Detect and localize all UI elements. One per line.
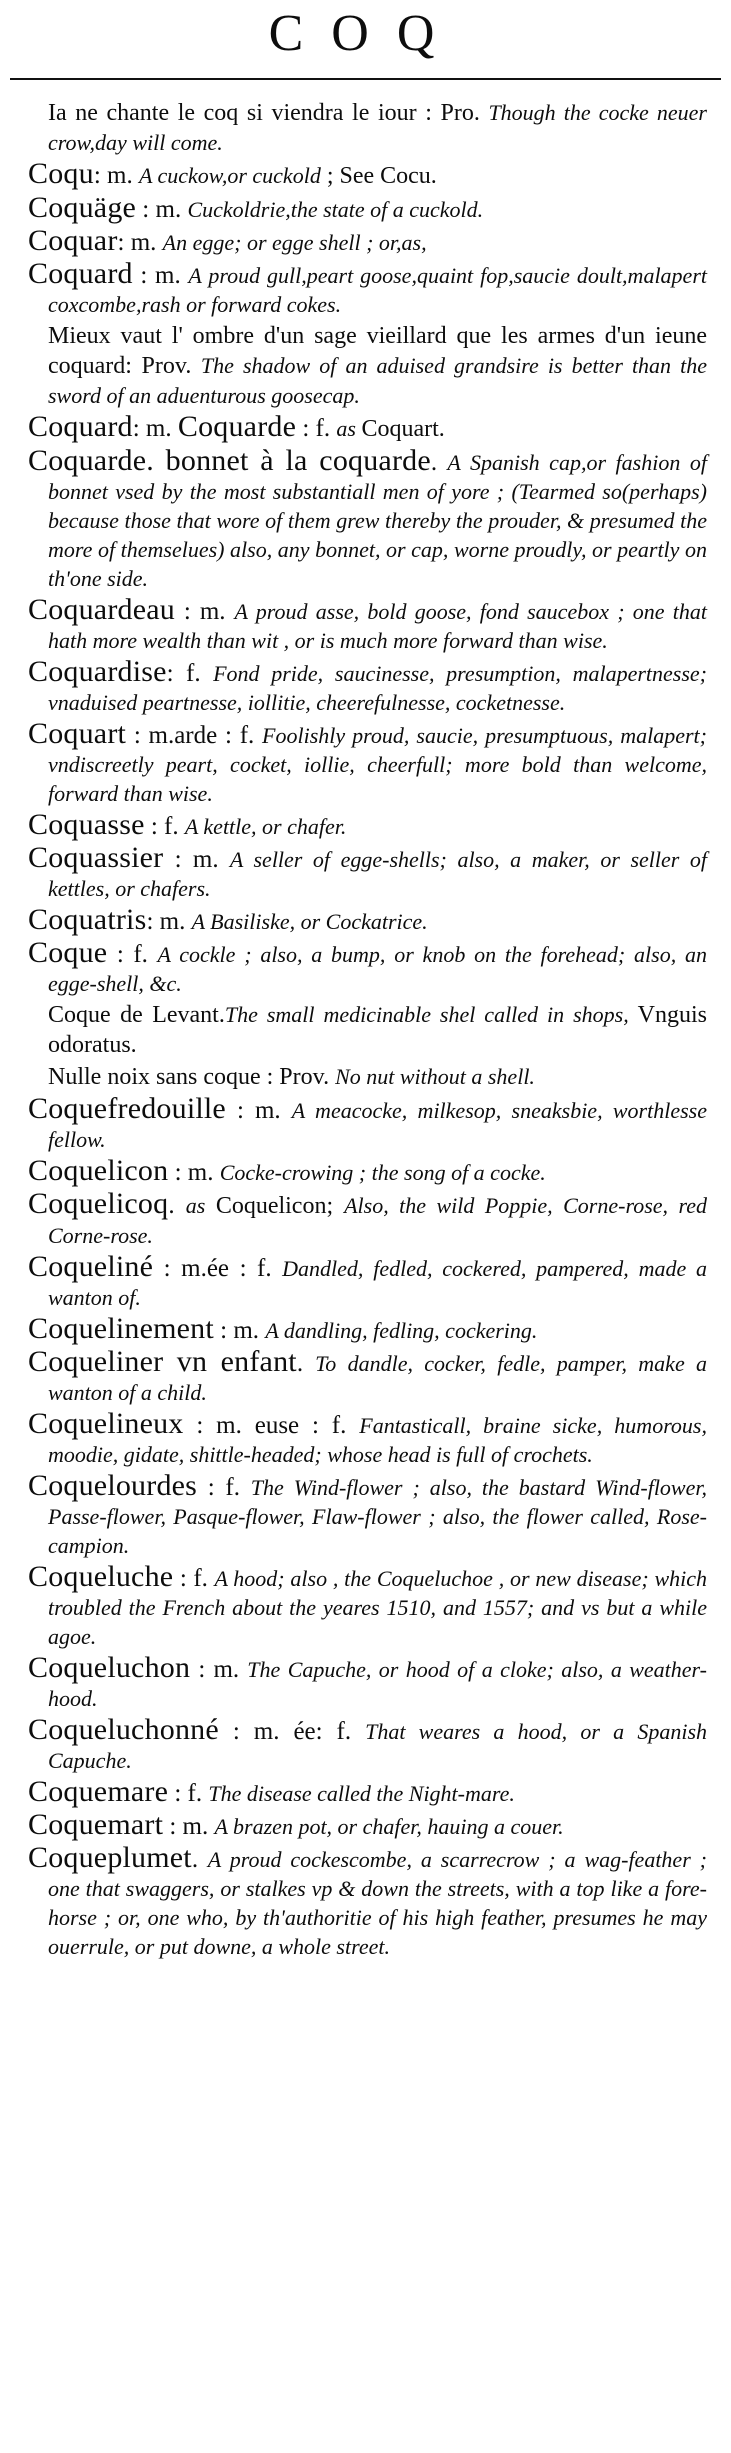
definition-text: The Capuche, or hood of a cloke; also, a weather-hood. — [48, 1657, 707, 1711]
dictionary-entry — [0, 938, 731, 998]
dictionary-entry — [0, 1810, 731, 1841]
dictionary-entry — [0, 843, 731, 903]
headword: Coqu — [28, 157, 94, 190]
headword: Coqueluchonné — [28, 1713, 219, 1746]
french-text: ; See Cocu. — [320, 163, 437, 189]
grammar-label: : m. — [132, 262, 189, 289]
definition-text: Cuckoldrie,the state of a cuckold. — [187, 197, 484, 222]
dictionary-entry — [0, 446, 731, 593]
grammar-label: : f. — [166, 660, 214, 687]
dictionary-subentry — [0, 98, 731, 157]
dictionary-entry — [0, 1843, 731, 1961]
headword: Coquelineux — [28, 1407, 184, 1440]
definition-text: A kettle, or chafer. — [184, 814, 347, 839]
french-text: Ia ne chante le coq si viendra le iour : Pro. — [48, 100, 489, 126]
dictionary-subentry — [0, 1062, 731, 1092]
dictionary-entry — [0, 193, 731, 224]
headword: Coqueluchon — [28, 1651, 191, 1684]
dictionary-entry — [0, 595, 731, 655]
definition-text: The disease called the Night-mare. — [208, 1781, 515, 1806]
headword: Coquart — [28, 717, 127, 750]
headword: Coquard — [28, 257, 133, 290]
dictionary-subentry — [0, 321, 731, 410]
definition-text: A seller of egge-shells; also, a maker, or seller of kettles, or chafers. — [48, 847, 707, 901]
grammar-label: : m. — [213, 1317, 266, 1344]
french-text: Coquelicon; — [215, 1193, 345, 1219]
french-text: Vnguis odoratus. — [48, 1002, 707, 1058]
grammar-label: : m. — [146, 908, 192, 935]
dictionary-entry — [0, 412, 731, 444]
definition-text: Also, the wild Poppie, Corne-rose, red Corne-rose. — [48, 1193, 707, 1248]
grammar-label: : m. — [225, 1097, 292, 1124]
headword: Coquatris — [28, 903, 147, 936]
dictionary-entry — [0, 1715, 731, 1775]
dictionary-entry — [0, 1156, 731, 1187]
grammar-label: . — [191, 1846, 208, 1873]
grammar-label: : m.ée : f. — [153, 1255, 283, 1282]
definition-text: A dandling, fedling, cockering. — [265, 1318, 538, 1343]
grammar-label: . — [296, 1350, 316, 1377]
headword: Coquardeau — [28, 593, 175, 626]
headword: Coquassier — [28, 841, 164, 874]
headword: Coqueplumet — [28, 1841, 192, 1874]
grammar-label: : m. ée: f. — [218, 1718, 366, 1745]
headword: Coquard — [28, 410, 133, 443]
headword: Coquar — [28, 224, 118, 257]
french-text: Nulle noix sans coque : Prov. — [48, 1064, 336, 1090]
french-text: Coquart. — [361, 416, 445, 442]
grammar-label: : m. — [117, 229, 163, 256]
definition-text: A meacocke, milkesop, sneaksbie, worthlesse fellow. — [48, 1098, 707, 1152]
dictionary-entry — [0, 657, 731, 717]
definition-text: A cuckow,or cuckold — [138, 163, 321, 188]
definition-text: Though the cocke neuer crow,day will come. — [48, 100, 707, 155]
definition-text: A Spanish cap,or fashion of bonnet vsed by the most substantiall men of yore ; (Tearmed so(perhaps) because those that wore of them grew thereby the prouder, & presumed the more of themselues) also, any bonnet, or cap, worne proudly, or peartly on th'one side. — [48, 450, 707, 591]
headword: Coquemare — [28, 1775, 169, 1808]
headword: Coqueliné — [28, 1250, 154, 1283]
grammar-label: : m. — [174, 598, 235, 625]
dictionary-entry — [0, 1562, 731, 1651]
grammar-label: : f. — [144, 813, 185, 840]
grammar-label: : m. — [163, 846, 230, 873]
definition-text: No nut without a shell. — [335, 1064, 535, 1089]
dictionary-entry — [0, 1252, 731, 1312]
headword: Coquarde. bonnet à la coquarde — [28, 444, 431, 477]
dictionary-entry — [0, 259, 731, 319]
definition-text: A cockle ; also, a bump, or knob on the forehead; also, an egge-shell, &c. — [48, 942, 707, 996]
headword: Coquasse — [28, 808, 145, 841]
dictionary-entry — [0, 719, 731, 808]
dictionary-entry — [0, 1409, 731, 1469]
running-head: COQ — [268, 5, 463, 62]
definition-text: A proud asse, bold goose, fond saucebox ; one that hath more wealth than wit , or is much more forward than wise. — [48, 599, 707, 653]
dictionary-entry — [0, 905, 731, 936]
definition-text: The shadow of an aduised grandsire is better than the sword of an aduenturous goosecap. — [48, 353, 708, 408]
dictionary-subentry — [0, 1000, 731, 1060]
grammar-label: : f. — [197, 1474, 251, 1501]
definition-text: An egge; or egge shell ; or,as, — [162, 230, 427, 255]
definition-text: as — [185, 1193, 216, 1218]
headword: Coquelicoq — [28, 1187, 169, 1220]
grammar-label: : m. — [136, 196, 188, 223]
definition-text: A proud gull,peart goose,quaint fop,saucie doult,malapert coxcombe,rash or forward cokes. — [48, 263, 707, 317]
grammar-label: : m. — [132, 415, 178, 442]
entry-list — [0, 98, 731, 1963]
dictionary-entry — [0, 1189, 731, 1250]
headword: Coquäge — [28, 191, 137, 224]
dictionary-entry — [0, 1347, 731, 1407]
definition-text: Fantasticall, braine sicke, humorous, moodie, gidate, shittle-headed; whose head is full of crochets. — [48, 1413, 707, 1467]
headword: Coqueliner vn enfant — [28, 1345, 297, 1378]
definition-text: The Wind-flower ; also, the bastard Wind-flower, Passe-flower, Pasque-flower, Flaw-flower ; also, the flower called, Rose-campion. — [48, 1475, 707, 1558]
grammar-label: : m.arde : f. — [126, 722, 263, 749]
grammar-label: : f. — [173, 1565, 215, 1592]
grammar-label: : f. — [107, 941, 158, 968]
headword: Coquemart — [28, 1808, 164, 1841]
dictionary-entry — [0, 1777, 731, 1808]
dictionary-entry — [0, 1094, 731, 1154]
headword: Coquelicon — [28, 1154, 169, 1187]
header-rule — [10, 78, 721, 80]
grammar-label: : f. — [168, 1780, 209, 1807]
grammar-label: : m. — [163, 1813, 215, 1840]
definition-text: The small medicinable shel called in shops, — [224, 1002, 638, 1027]
grammar-label: : f. — [296, 415, 337, 442]
dictionary-entry — [0, 1653, 731, 1713]
dictionary-entry — [0, 1471, 731, 1560]
definition-text: To dandle, cocker, fedle, pamper, make a wanton of a child. — [48, 1351, 707, 1405]
definition-text: Cocke-crowing ; the song of a cocke. — [219, 1160, 546, 1185]
headword: Coque — [28, 936, 108, 969]
grammar-label: : m. — [190, 1656, 248, 1683]
definition-text: A Basiliske, or Cockatrice. — [191, 909, 428, 934]
definition-text: A hood; also , the Coqueluchoe , or new disease; which troubled the French about the yeares 1510, and 1557; and vs but a while agoe. — [48, 1566, 708, 1649]
grammar-label: : m. euse : f. — [183, 1412, 360, 1439]
headword: Coqueluche — [28, 1560, 174, 1593]
definition-text: Dandled, fedled, cockered, pampered, made a wanton of. — [48, 1256, 708, 1310]
grammar-label: . — [430, 449, 448, 476]
headword: Coquardise — [28, 655, 167, 688]
headword: Coquelinement — [28, 1312, 214, 1345]
dictionary-entry — [0, 1314, 731, 1345]
definition-text: Foolishly proud, saucie, presumptuous, malapert; vndiscreetly peart, cocket, iollie, cheerfull; more bold than welcome, forward than wise. — [48, 723, 707, 806]
dictionary-entry — [0, 159, 731, 191]
grammar-label: : m. — [93, 162, 139, 189]
headword: Coquelourdes — [28, 1469, 198, 1502]
definition-text: That weares a hood, or a Spanish Capuche. — [48, 1719, 708, 1773]
definition-text: as — [336, 416, 362, 441]
headword: Coquarde — [177, 410, 297, 443]
grammar-label: : m. — [168, 1159, 220, 1186]
french-text: Mieux vaut l' ombre d'un sage vieillard que les armes d'un ieune coquard: Prov. — [48, 323, 707, 379]
definition-text: Fond pride, saucinesse, presumption, malapertnesse; vnaduised peartnesse, iollitie, cheerefulnesse, cocketnesse. — [48, 661, 707, 715]
definition-text: A proud cockescombe, a scarrecrow ; a wag-feather ; one that swaggers, or stalkes vp & down the streets, with a top like a fore-horse ; or, one who, by th'authoritie of his high feather, presumes he may ouerrule, or put downe, a whole street. — [48, 1847, 708, 1959]
headword: Coquefredouille — [28, 1092, 226, 1125]
dictionary-entry — [0, 226, 731, 257]
dictionary-entry — [0, 810, 731, 841]
french-text: Coque de Levant. — [48, 1002, 225, 1028]
grammar-label: . — [168, 1192, 186, 1219]
definition-text: A brazen pot, or chafer, hauing a couer. — [214, 1814, 564, 1839]
